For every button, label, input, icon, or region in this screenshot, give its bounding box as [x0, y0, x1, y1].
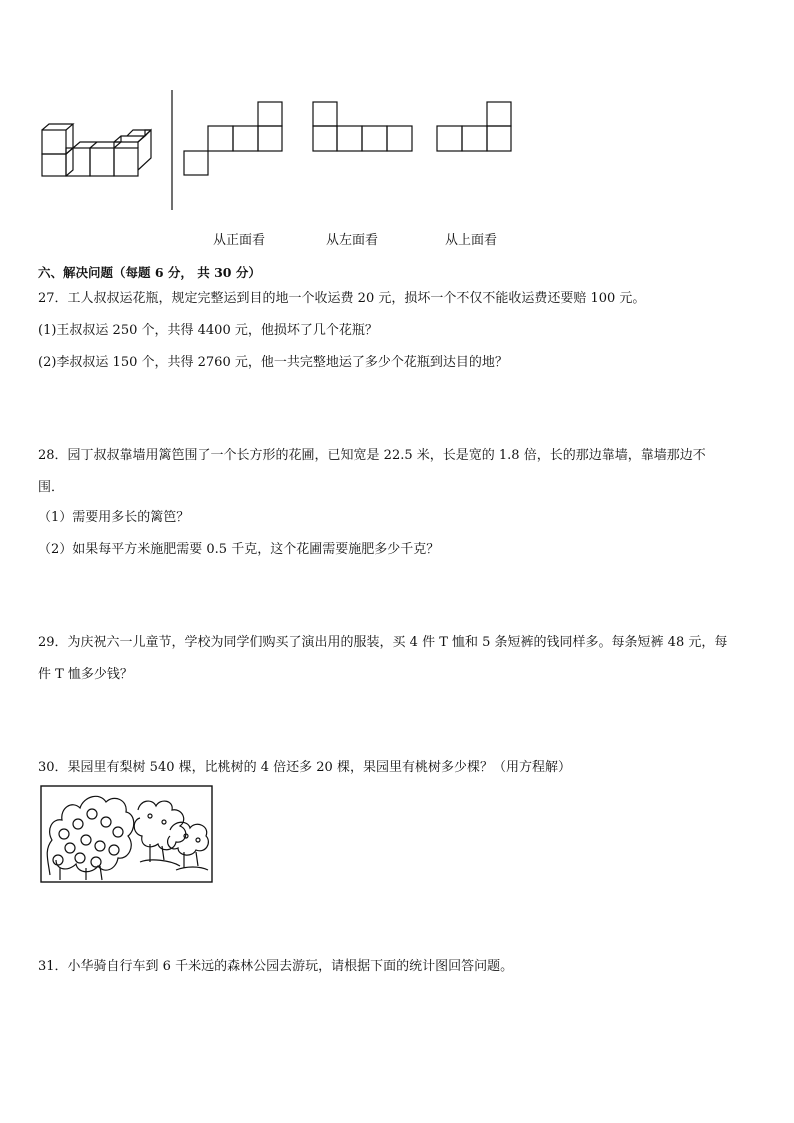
top-view-grid	[437, 102, 511, 151]
pear-tree-cluster	[47, 796, 134, 880]
cube-3d-bottom-row	[66, 142, 121, 176]
q27-stem: 27．工人叔叔运花瓶，规定完整运到目的地一个收运费 20 元，损坏一个不仅不能收运费还要赔 100 元。	[38, 291, 646, 306]
left-view-grid	[313, 102, 412, 151]
q28-stem-line2: 围．	[38, 480, 65, 495]
top-view-label: 从上面看	[445, 233, 498, 248]
section-title: 六、解决问题（每题 6 分， 共 30 分）	[38, 265, 261, 280]
q30-stem: 30．果园里有梨树 540 棵，比桃树的 4 倍还多 20 棵，果园里有桃树多少棵？（用方程解）	[38, 760, 571, 775]
q29-stem-line1: 29．为庆祝六一儿童节，学校为同学们购买了演出用的服装，买 4 件 T 恤和 5 条短裤的钱同样多。每条短裤 48 元，每	[38, 635, 728, 650]
q28-part1: （1）需要用多长的篱笆？	[38, 510, 190, 525]
q28-part2: （2）如果每平方米施肥需要 0.5 千克，这个花圃需要施肥多少千克？	[38, 542, 440, 557]
q28-stem-line1: 28．园丁叔叔靠墙用篱笆围了一个长方形的花圃，已知宽是 22.5 米，长是宽的 1.8 倍，长的那边靠墙，靠墙那边不	[38, 448, 706, 463]
front-view-grid	[184, 102, 282, 175]
q29-stem-line2: 件 T 恤多少钱？	[38, 667, 133, 682]
cube-views-figure	[0, 0, 794, 230]
q27-part1: (1)王叔叔运 250 个，共得 4400 元，他损坏了几个花瓶？	[38, 323, 378, 338]
cube-3d-right	[114, 130, 151, 176]
peach-tree-cluster	[134, 801, 208, 870]
cube-3d-top	[42, 124, 73, 154]
q27-part2: (2)李叔叔运 150 个，共得 2760 元，他一共完整地运了多少个花瓶到达目的地？	[38, 355, 508, 370]
cube-3d-bottom-left	[42, 148, 73, 176]
left-view-label: 从左面看	[326, 233, 379, 248]
q31-stem: 31．小华骑自行车到 6 千米远的森林公园去游玩，请根据下面的统计图回答问题。	[38, 959, 514, 974]
front-view-label: 从正面看	[213, 233, 266, 248]
